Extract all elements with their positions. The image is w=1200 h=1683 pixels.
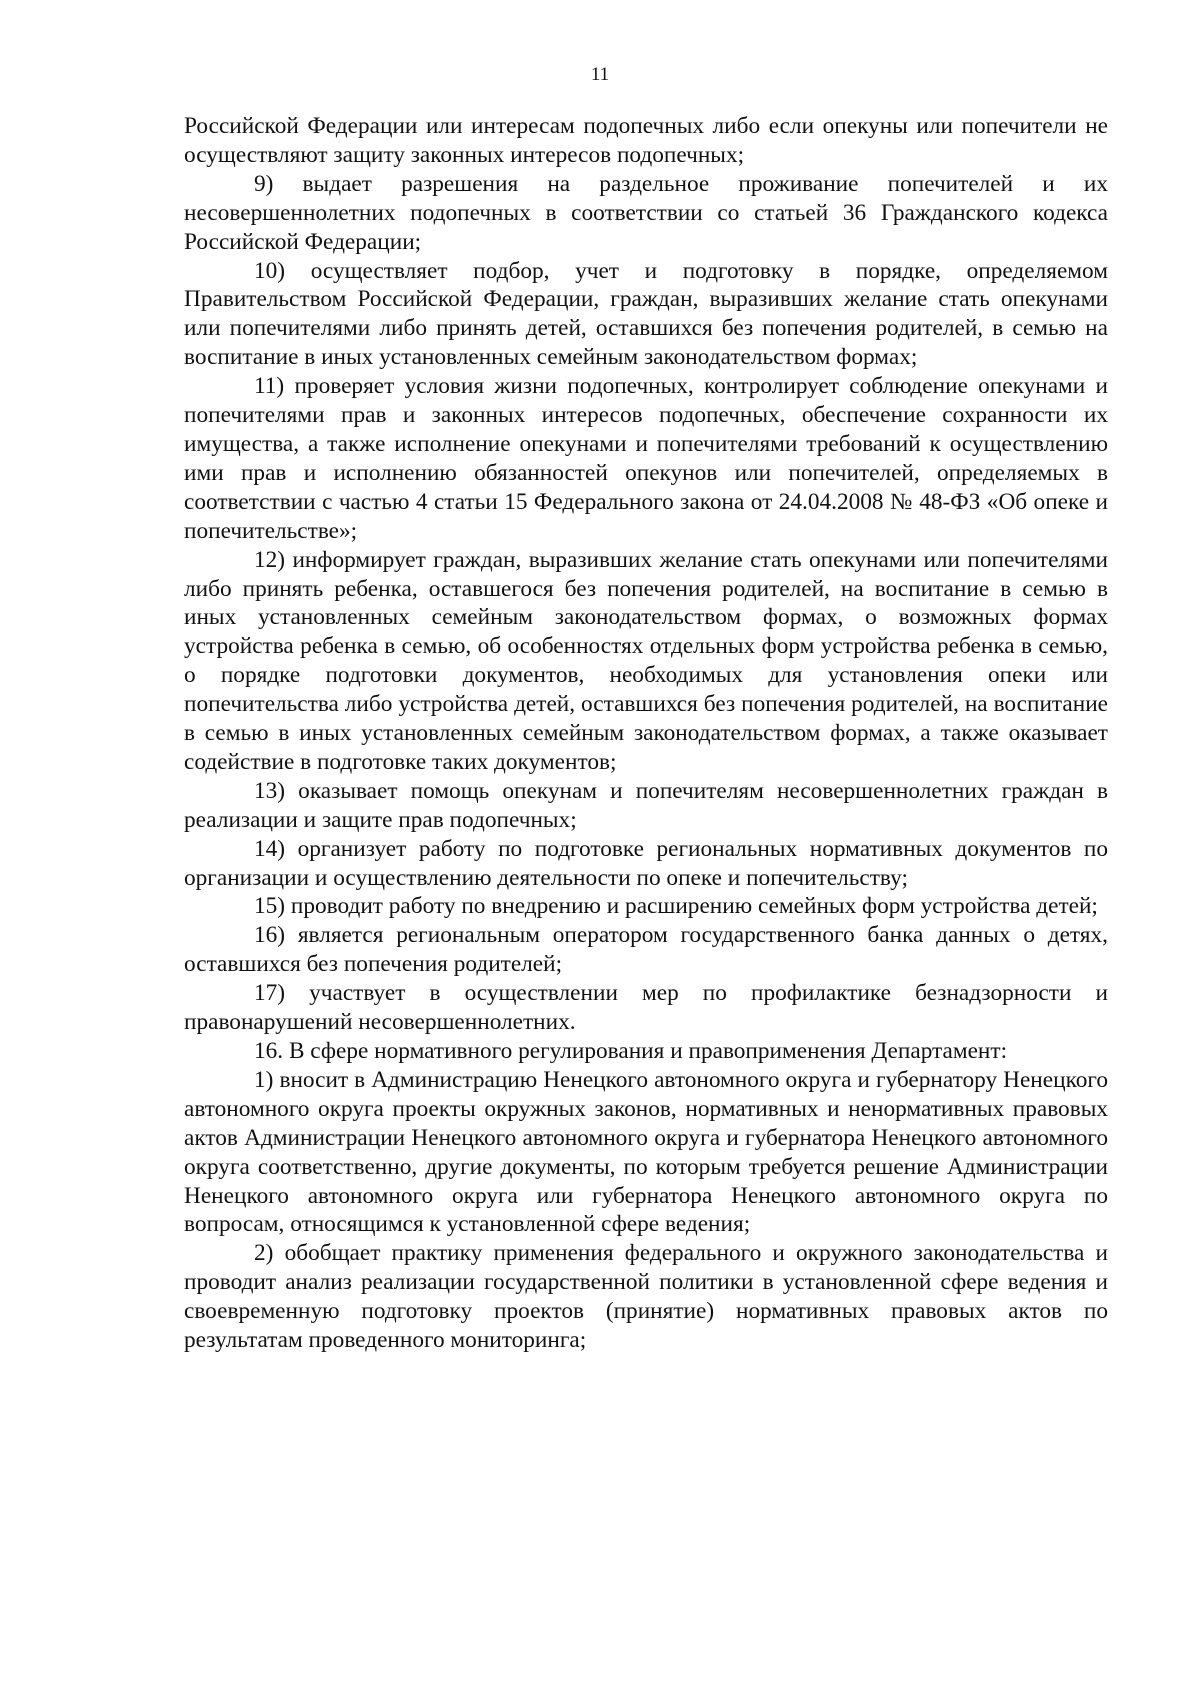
list-item-11: 11) проверяет условия жизни подопечных, контролирует соблюдение опекунами и попечителями прав и законных интересов подопечных, обеспечение сохранности их имущества, а также исполнение опекунами и попечителями требований к осуществлению ими прав и исполнению обязанностей опекунов или попечителей, определяемых в соответствии с частью 4 статьи 15 Федерального закона от 24.04.2008 № 48-ФЗ «Об опеке и попечительстве»; [184,373,1108,544]
section-16-item-1: 1) вносит в Администрацию Ненецкого автономного округа и губернатору Ненецкого автономного округа проекты окружных законов, нормативных и ненормативных правовых актов Администрации Ненецкого автономного округа и губернатора Ненецкого автономного округа соответственно, другие документы, по которым требуется решение Администрации Ненецкого автономного округа или губернатора Ненецкого автономного округа по вопросам, относящимся к установленной сфере ведения; [184,1066,1108,1238]
list-item-9: 9) выдает разрешения на раздельное проживание попечителей и их несовершеннолетних подопечных в соответствии со статьей 36 Гражданского кодекса Российской Федерации; [184,170,1108,255]
page-number: 11 [590,64,610,85]
section-16-heading: 16. В сфере нормативного регулирования и правоприменения Департамент: [254,1038,1008,1064]
list-item-14: 14) организует работу по подготовке региональных нормативных документов по организации и осуществлению деятельности по опеке и попечительству; [184,835,1108,891]
list-item-15: 15) проводит работу по внедрению и расширению семейных форм устройства детей; [254,893,1098,920]
paragraph-continuation: Российской Федерации или интересам подопечных либо если опекуны или попечители не осуществляют защиту законных интересов подопечных; [184,113,1108,168]
section-16-item-2: 2) обобщает практику применения федерального и окружного законодательства и проводит анализ реализации государственной политики в установленной сфере ведения и своевременную подготовку проектов (принятие) нормативных правовых актов по результатам проведенного мониторинга; [184,1240,1108,1354]
list-item-17: 17) участвует в осуществлении мер по профилактике безнадзорности и правонарушений несовершеннолетних. [184,980,1108,1036]
list-item-13: 13) оказывает помощь опекунам и попечителям несовершеннолетних граждан в реализации и защите прав подопечных; [184,777,1108,833]
document-body [184,112,1108,1355]
list-item-10: 10) осуществляет подбор, учет и подготовку в порядке, определяемом Правительством Российской Федерации, граждан, выразивших желание стать опекунами или попечителями либо принять детей, оставшихся без попечения родителей, в семью на воспитание в иных установленных семейным законодательством формах; [184,257,1108,371]
list-item-16: 16) является региональным оператором государственного банка данных о детях, оставшихся без попечения родителей; [184,922,1108,978]
list-item-12: 12) информирует граждан, выразивших желание стать опекунами или попечителями либо принять ребенка, оставшегося без попечения родителей, на воспитание в семью в иных установленных семейным законодательством формах, о возможных формах устройства ребенка в семью, об особенностях отдельных форм устройства ребенка в семью, о порядке подготовки документов, необходимых для установления опеки или попечительства либо устройства детей, оставшихся без попечения родителей, на воспитание в семью в иных установленных семейным законодательством формах, а также оказывает содействие в подготовке таких документов; [184,546,1108,775]
